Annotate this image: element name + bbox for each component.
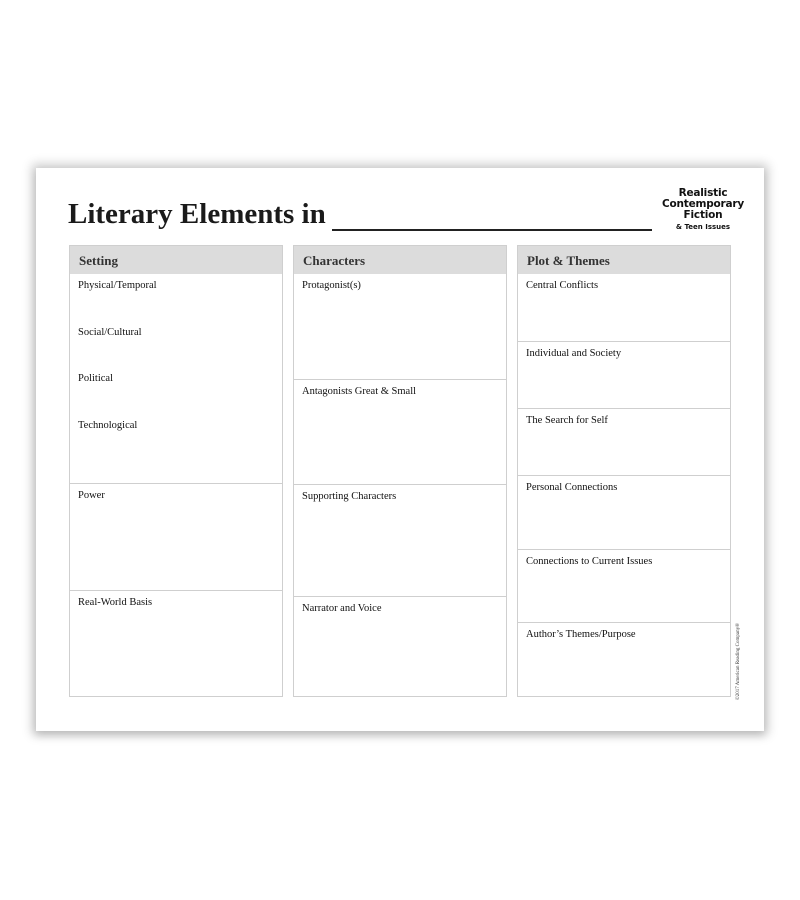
protagonists-label: Protagonist(s)	[302, 280, 361, 291]
plot-themes-header: Plot & Themes	[518, 246, 730, 274]
copyright-notice: ©2017 American Reading Company®	[736, 623, 741, 700]
narrator-voice-label: Narrator and Voice	[302, 603, 382, 614]
technological-label: Technological	[78, 420, 138, 431]
worksheet-title: Literary Elements in	[68, 198, 326, 230]
setting-header: Setting	[70, 246, 282, 274]
logo-line-2: Contemporary	[661, 198, 745, 210]
setting-context-cell[interactable]	[70, 274, 282, 483]
antagonists-label: Antagonists Great & Small	[302, 386, 417, 397]
physical-temporal-label: Physical/Temporal	[78, 280, 157, 291]
real-world-basis-cell[interactable]	[70, 590, 282, 696]
current-issues-cell[interactable]	[518, 549, 730, 622]
search-for-self-cell[interactable]	[518, 408, 730, 475]
characters-header: Characters	[294, 246, 506, 274]
social-cultural-label: Social/Cultural	[78, 327, 142, 338]
setting-column	[69, 245, 283, 697]
power-label: Power	[78, 490, 105, 501]
political-label: Political	[78, 373, 113, 384]
individual-society-label: Individual and Society	[526, 348, 622, 359]
search-for-self-label: The Search for Self	[526, 415, 608, 426]
antagonists-cell[interactable]	[294, 379, 506, 484]
personal-connections-label: Personal Connections	[526, 482, 618, 493]
central-conflicts-label: Central Conflicts	[526, 280, 599, 291]
power-cell[interactable]	[70, 483, 282, 590]
protagonists-cell[interactable]	[294, 274, 506, 379]
narrator-voice-cell[interactable]	[294, 596, 506, 696]
plot-themes-column	[517, 245, 731, 697]
logo-line-3: Fiction	[683, 209, 723, 221]
logo-line-1: Realistic	[678, 187, 728, 199]
genre-logo	[655, 188, 751, 233]
title-blank-line[interactable]	[332, 203, 652, 231]
characters-column	[293, 245, 507, 697]
authors-themes-cell[interactable]	[518, 622, 730, 696]
personal-connections-cell[interactable]	[518, 475, 730, 549]
logo-line-4: & Teen Issues	[675, 223, 731, 231]
authors-themes-label: Author’s Themes/Purpose	[526, 629, 636, 640]
central-conflicts-cell[interactable]	[518, 274, 730, 341]
real-world-basis-label: Real-World Basis	[78, 597, 153, 608]
supporting-characters-cell[interactable]	[294, 484, 506, 596]
current-issues-label: Connections to Current Issues	[526, 556, 653, 567]
individual-society-cell[interactable]	[518, 341, 730, 408]
worksheet-title-row	[68, 191, 668, 231]
supporting-characters-label: Supporting Characters	[302, 491, 397, 502]
